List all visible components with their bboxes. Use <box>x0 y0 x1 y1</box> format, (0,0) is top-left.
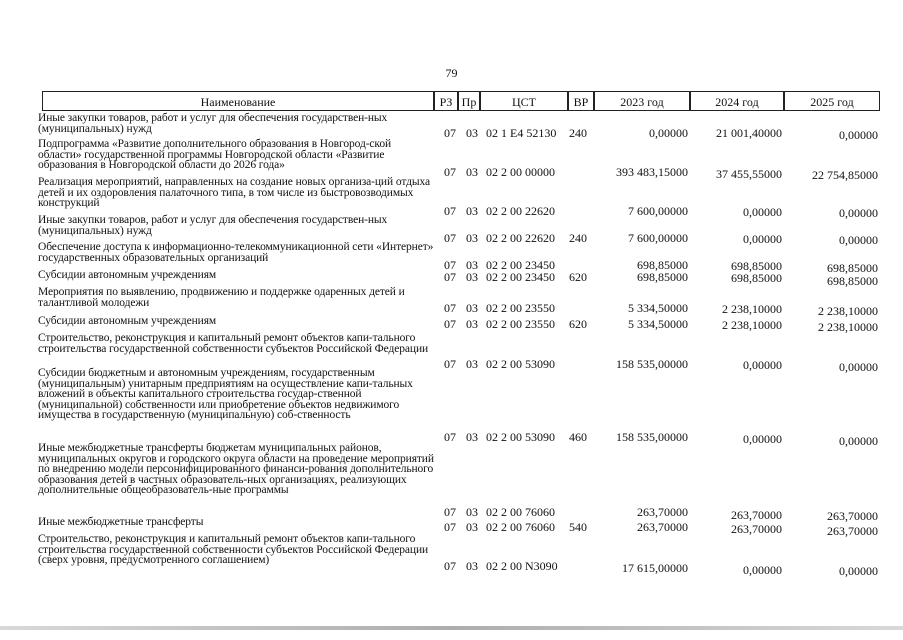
row-rz: 07 <box>444 204 456 218</box>
row-2025: 698,85000 <box>827 274 878 288</box>
row-name: Реализация мероприятий, направленных на создание новых организа-ций отдыха детей и их оздоровления палаточного типа, в том числе из быстровозводимых конструкций <box>38 176 430 209</box>
row-name: Строительство, реконструкция и капитальный ремонт объектов капи-тального строительства государственной собственности субъектов Российской Федерации <box>38 332 429 355</box>
header-2025: 2025 год <box>784 91 880 111</box>
row-2023: 158 535,00000 <box>616 430 688 444</box>
row-rz: 07 <box>444 126 456 140</box>
row-rz: 07 <box>444 520 456 534</box>
row-cst: 02 2 00 23450 <box>486 270 555 284</box>
table-row <box>38 367 886 448</box>
row-rz: 07 <box>444 559 456 573</box>
header-pr: Пр <box>458 91 480 111</box>
row-2023: 7 600,00000 <box>628 231 688 245</box>
row-vr: 460 <box>569 430 587 444</box>
row-rz: 07 <box>444 258 456 272</box>
row-pr: 03 <box>466 317 478 331</box>
row-pr: 03 <box>466 126 478 140</box>
row-cst: 02 2 00 00000 <box>486 165 555 179</box>
row-pr: 03 <box>466 430 478 444</box>
header-cst: ЦСТ <box>480 91 568 111</box>
row-2024: 263,70000 <box>731 522 782 536</box>
row-cst: 02 2 00 23550 <box>486 301 555 315</box>
row-2025: 0,00000 <box>839 564 878 578</box>
table-row <box>38 176 886 220</box>
row-2023: 158 535,00000 <box>616 357 688 371</box>
row-2025: 22 754,85000 <box>812 168 878 182</box>
header-2023: 2023 год <box>594 91 690 111</box>
row-rz: 07 <box>444 231 456 245</box>
row-pr: 03 <box>466 520 478 534</box>
row-2024: 21 001,40000 <box>716 126 782 140</box>
table-row <box>38 442 886 523</box>
row-2025: 263,70000 <box>827 524 878 538</box>
row-name: Иные закупки товаров, работ и услуг для обеспечения государствен-ных (муниципальных) нужд <box>38 112 388 135</box>
row-2024: 0,00000 <box>743 563 782 577</box>
row-vr: 240 <box>569 126 587 140</box>
table-row <box>38 534 886 580</box>
table-row <box>38 332 886 374</box>
row-pr: 03 <box>466 165 478 179</box>
row-2024: 0,00000 <box>743 432 782 446</box>
row-2024: 2 238,10000 <box>722 302 782 316</box>
row-cst: 02 2 00 76060 <box>486 520 555 534</box>
table-row <box>38 112 886 142</box>
row-2023: 698,85000 <box>637 258 688 272</box>
row-rz: 07 <box>444 317 456 331</box>
row-vr: 240 <box>569 231 587 245</box>
header-rz: РЗ <box>434 91 458 111</box>
row-2025: 2 238,10000 <box>818 320 878 334</box>
row-2024: 698,85000 <box>731 271 782 285</box>
row-2024: 698,85000 <box>731 259 782 273</box>
row-pr: 03 <box>466 270 478 284</box>
table-row <box>38 214 886 247</box>
row-2023: 17 615,00000 <box>622 561 688 575</box>
row-name: Подпрограмма «Развитие дополнительного образования в Новгород-ской области» государственной программы Новгородской области «Развитие образования в Новгородской области до 2026 года» <box>38 138 392 171</box>
row-2024: 37 455,55000 <box>716 167 782 181</box>
row-2024: 263,70000 <box>731 508 782 522</box>
table-header <box>42 91 880 113</box>
row-2024: 0,00000 <box>743 232 782 246</box>
row-rz: 07 <box>444 357 456 371</box>
row-rz: 07 <box>444 505 456 519</box>
table-row <box>38 315 886 334</box>
row-2023: 7 600,00000 <box>628 204 688 218</box>
row-cst: 02 2 00 22620 <box>486 204 555 218</box>
table-row <box>38 516 886 538</box>
row-2023: 5 334,50000 <box>628 301 688 315</box>
row-pr: 03 <box>466 231 478 245</box>
scan-edge-shadow <box>0 626 903 630</box>
row-rz: 07 <box>444 270 456 284</box>
row-cst: 02 2 00 53090 <box>486 430 555 444</box>
row-name: Иные межбюджетные трансферты бюджетам муниципальных районов, муниципальных округов и городского округа области на проведение мероприятий по внедрению модели персонифицированного финанси-рования дополнительного образования детей в частных образователь-ных организациях, реализующих дополнительные общеобразователь-ные программы <box>38 442 434 496</box>
row-name: Субсидии бюджетным и автономным учреждениям, государственным (муниципальным) унитарным предприятиям на осуществление капи-тальных вложений в объекты капитального строительства государ-ственной (муниципальной) собственности или приобретение объектов недвижимого имущества в государственную (муниципальную) соб-ственность <box>38 367 413 421</box>
row-2025: 0,00000 <box>839 128 878 142</box>
row-pr: 03 <box>466 258 478 272</box>
header-name: Наименование <box>42 91 434 111</box>
page-number: 79 <box>445 66 458 80</box>
row-2024: 0,00000 <box>743 205 782 219</box>
row-2023: 0,00000 <box>649 126 688 140</box>
row-2024: 0,00000 <box>743 358 782 372</box>
row-cst: 02 2 00 22620 <box>486 231 555 245</box>
row-2023: 698,85000 <box>637 270 688 284</box>
row-2025: 698,85000 <box>827 261 878 275</box>
table-row <box>38 269 886 288</box>
row-rz: 07 <box>444 301 456 315</box>
row-2023: 263,70000 <box>637 520 688 534</box>
row-2023: 263,70000 <box>637 505 688 519</box>
row-2025: 0,00000 <box>839 233 878 247</box>
table-row <box>38 138 886 182</box>
row-pr: 03 <box>466 505 478 519</box>
row-name: Мероприятия по выявлению, продвижению и поддержке одаренных детей и талантливой молодежи <box>38 286 405 309</box>
header-vr: ВР <box>568 91 594 111</box>
row-2024: 2 238,10000 <box>722 318 782 332</box>
row-cst: 02 2 00 23450 <box>486 258 555 272</box>
row-rz: 07 <box>444 430 456 444</box>
row-cst: 02 2 00 23550 <box>486 317 555 331</box>
row-pr: 03 <box>466 301 478 315</box>
row-2025: 0,00000 <box>839 206 878 220</box>
row-name: Обеспечение доступа к информационно-телекоммуникационной сети «Интернет» государственных образовательных организаций <box>38 241 434 264</box>
row-2023: 5 334,50000 <box>628 317 688 331</box>
row-cst: 02 2 00 76060 <box>486 505 555 519</box>
row-2025: 263,70000 <box>827 509 878 523</box>
row-name: Субсидии автономным учреждениям <box>38 315 217 327</box>
row-name: Иные закупки товаров, работ и услуг для обеспечения государствен-ных (муниципальных) нужд <box>38 214 388 237</box>
row-vr: 620 <box>569 317 587 331</box>
row-pr: 03 <box>466 204 478 218</box>
row-vr: 620 <box>569 270 587 284</box>
row-2025: 0,00000 <box>839 434 878 448</box>
row-cst: 02 2 00 53090 <box>486 357 555 371</box>
row-pr: 03 <box>466 559 478 573</box>
row-2025: 0,00000 <box>839 360 878 374</box>
row-cst: 02 2 00 N3090 <box>486 559 558 573</box>
header-2024: 2024 год <box>690 91 784 111</box>
row-vr: 540 <box>569 520 587 534</box>
row-name: Иные межбюджетные трансферты <box>38 516 204 528</box>
table-row <box>38 286 886 318</box>
row-cst: 02 1 Е4 52130 <box>486 126 557 140</box>
row-name: Строительство, реконструкция и капитальный ремонт объектов капи-тального строительства государственной собственности субъектов Российской Федерации (сверх уровня, предусмотренного соглашением) <box>38 533 429 566</box>
row-name: Субсидии автономным учреждениям <box>38 269 217 281</box>
row-pr: 03 <box>466 357 478 371</box>
row-2025: 2 238,10000 <box>818 304 878 318</box>
row-rz: 07 <box>444 165 456 179</box>
row-2023: 393 483,15000 <box>616 165 688 179</box>
